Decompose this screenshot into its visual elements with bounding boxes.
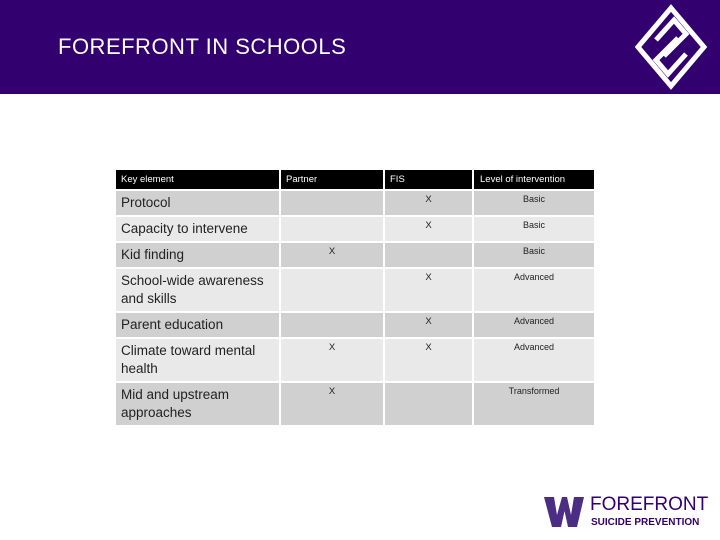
level-cell: Advanced <box>474 339 594 381</box>
key-element-cell: School-wide awareness and skills <box>116 269 279 311</box>
table-row <box>116 269 594 311</box>
header-key-element: Key element <box>116 170 279 189</box>
table-header-row <box>116 170 594 189</box>
partner-cell: X <box>281 339 383 381</box>
key-elements-table <box>114 168 596 427</box>
table-row <box>116 339 594 381</box>
brand-tagline: SUICIDE PREVENTION <box>591 517 700 528</box>
key-element-cell: Protocol <box>116 191 279 215</box>
table-row <box>116 217 594 241</box>
forefront-mark-icon <box>634 4 708 90</box>
partner-cell <box>281 217 383 241</box>
partner-cell <box>281 313 383 337</box>
key-element-cell: Parent education <box>116 313 279 337</box>
table-row <box>116 383 594 425</box>
header-partner: Partner <box>281 170 383 189</box>
key-element-cell: Climate toward mental health <box>116 339 279 381</box>
level-cell: Transformed <box>474 383 594 425</box>
fis-cell: X <box>385 191 472 215</box>
uw-w-logo-icon <box>544 495 584 529</box>
key-element-cell: Kid finding <box>116 243 279 267</box>
partner-cell: X <box>281 383 383 425</box>
fis-cell <box>385 243 472 267</box>
header-level: Level of intervention <box>474 170 594 189</box>
partner-cell <box>281 191 383 215</box>
level-cell: Basic <box>474 191 594 215</box>
level-cell: Basic <box>474 217 594 241</box>
fis-cell: X <box>385 269 472 311</box>
table-row <box>116 243 594 267</box>
level-cell: Advanced <box>474 269 594 311</box>
fis-cell: X <box>385 217 472 241</box>
level-cell: Advanced <box>474 313 594 337</box>
key-element-cell: Capacity to intervene <box>116 217 279 241</box>
fis-cell: X <box>385 339 472 381</box>
brand-name: FOREFRONT <box>590 494 709 515</box>
table-row <box>116 191 594 215</box>
key-element-cell: Mid and upstream approaches <box>116 383 279 425</box>
fis-cell <box>385 383 472 425</box>
fis-cell: X <box>385 313 472 337</box>
partner-cell <box>281 269 383 311</box>
title-bar <box>0 0 720 94</box>
partner-cell: X <box>281 243 383 267</box>
table-row <box>116 313 594 337</box>
level-cell: Basic <box>474 243 594 267</box>
header-fis: FIS <box>385 170 472 189</box>
slide-title: FOREFRONT IN SCHOOLS <box>58 34 347 59</box>
